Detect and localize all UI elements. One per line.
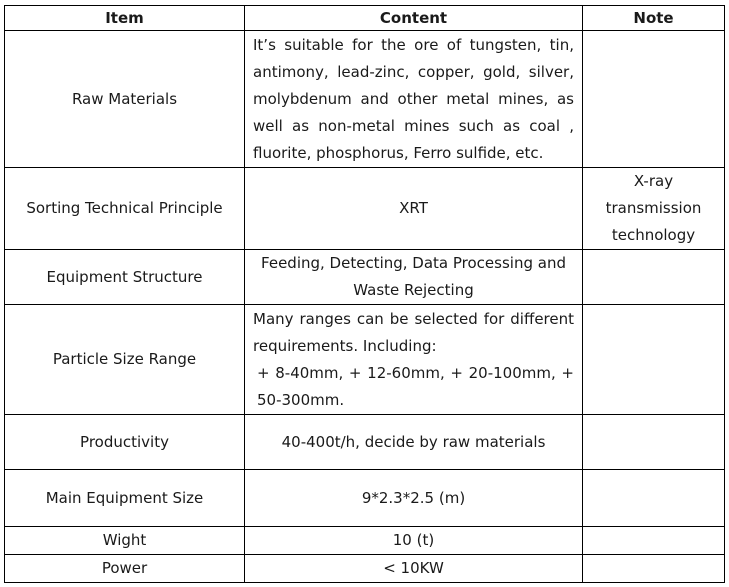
note-cell	[583, 555, 725, 583]
item-cell: Particle Size Range	[5, 305, 245, 415]
item-cell: Equipment Structure	[5, 250, 245, 305]
note-cell	[583, 250, 725, 305]
content-cell: 10 (t)	[245, 527, 583, 555]
spec-table	[4, 5, 725, 583]
note-cell	[583, 31, 725, 168]
item-cell: Raw Materials	[5, 31, 245, 168]
note-cell	[583, 470, 725, 527]
item-cell: Power	[5, 555, 245, 583]
note-cell: X-ray transmission technology	[583, 168, 725, 250]
table-row	[5, 555, 725, 583]
item-cell: Wight	[5, 527, 245, 555]
item-cell: Main Equipment Size	[5, 470, 245, 527]
header-note: Note	[583, 6, 725, 31]
size-range-values: + 8-40mm, + 12-60mm, + 20-100mm, + 50-300mm.	[257, 363, 574, 409]
header-content: Content	[245, 6, 583, 31]
content-cell: XRT	[245, 168, 583, 250]
table-row	[5, 168, 725, 250]
table-row	[5, 305, 725, 415]
size-range-intro: Many ranges can be selected for different requirements. Including:	[253, 309, 574, 355]
item-cell: Sorting Technical Principle	[5, 168, 245, 250]
header-row	[5, 6, 725, 31]
note-cell	[583, 305, 725, 415]
content-cell: 40-400t/h, decide by raw materials	[245, 415, 583, 470]
content-cell: It’s suitable for the ore of tungsten, tin, antimony, lead-zinc, copper, gold, silver, molybdenum and other metal mines, as well as non-metal mines such as coal , fluorite, phosphorus, Ferro sulfide, etc.	[245, 31, 583, 168]
note-cell	[583, 527, 725, 555]
content-cell	[245, 305, 583, 415]
table-row	[5, 470, 725, 527]
table-row	[5, 250, 725, 305]
note-cell	[583, 415, 725, 470]
item-cell: Productivity	[5, 415, 245, 470]
table-row	[5, 527, 725, 555]
content-cell: < 10KW	[245, 555, 583, 583]
header-item: Item	[5, 6, 245, 31]
content-cell: 9*2.3*2.5 (m)	[245, 470, 583, 527]
content-cell: Feeding, Detecting, Data Processing and Waste Rejecting	[245, 250, 583, 305]
table-row	[5, 31, 725, 168]
table-row	[5, 415, 725, 470]
